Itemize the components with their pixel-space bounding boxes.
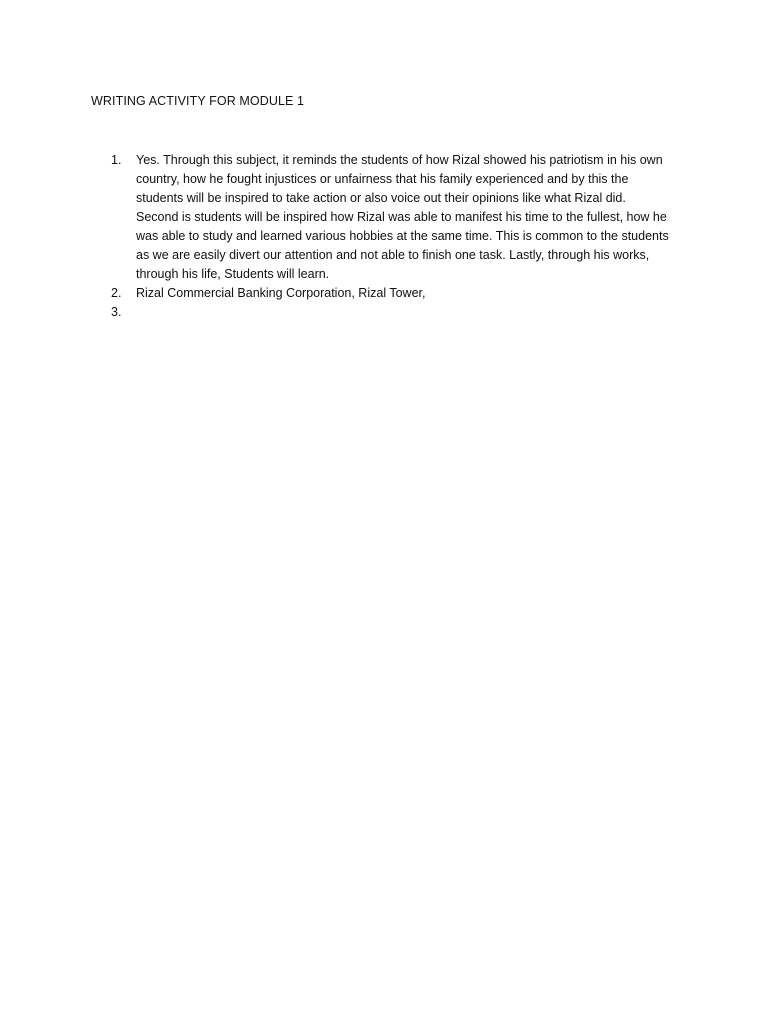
document-title: WRITING ACTIVITY FOR MODULE 1 [91,94,305,108]
item-text-line [136,303,691,322]
item-text-line: as we are easily divert our attention and not able to finish one task. Lastly, through his works, [136,248,650,262]
item-text-line: country, how he fought injustices or unfairness that his family experienced and by this the [136,172,629,186]
list-item [111,303,691,322]
item-text-line: through his life, Students will learn. [136,267,330,281]
item-text-line: Yes. Through this subject, it reminds the students of how Rizal showed his patriotism in his own [136,153,663,167]
list-item [111,151,691,284]
item-number: 3. [111,305,122,319]
item-text-line: Rizal Commercial Banking Corporation, Rizal Tower, [136,286,426,300]
item-number: 2. [111,286,122,300]
answer-list [111,151,691,322]
item-text-line: was able to study and learned various hobbies at the same time. This is common to the students [136,229,669,243]
list-item [111,284,691,303]
item-text-line: Second is students will be inspired how Rizal was able to manifest his time to the fullest, how he [136,210,667,224]
item-number: 1. [111,153,122,167]
item-text-line: students will be inspired to take action or also voice out their opinions like what Rizal did. [136,191,626,205]
